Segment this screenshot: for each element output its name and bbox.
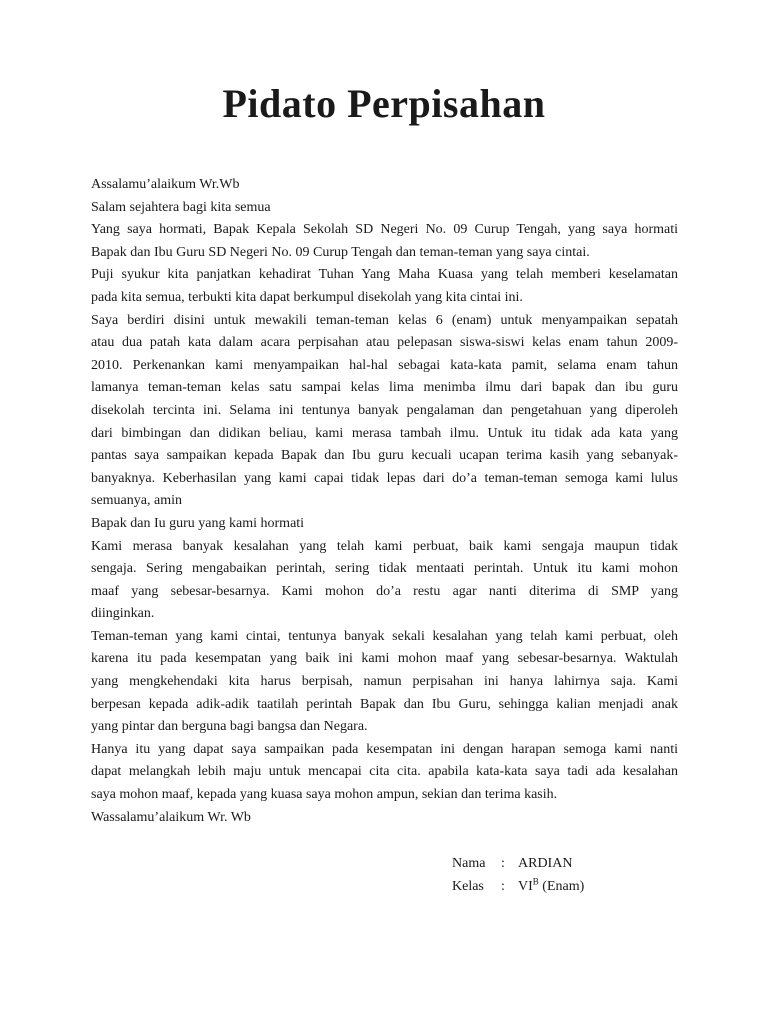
class-value-main: VI [518, 879, 533, 894]
class-row [452, 875, 584, 898]
body-line: atau dua patah kata dalam acara perpisahan atau pelepasan siswa-siswi kelas enam tahun 2009- [91, 335, 678, 351]
body-line: Hanya itu yang dapat saya sampaikan pada kesempatan ini dengan harapan semoga kami nanti [91, 741, 678, 757]
body-line: pantas saya sampaikan kepada Bapak dan Ibu guru kecuali ucapan terima kasih yang sebanyak- [91, 448, 678, 464]
body-line: disekolah tercinta ini. Selama ini tentunya banyak pengalaman dan pengetahuan yang diperoleh [91, 402, 678, 418]
name-value: ARDIAN [518, 856, 573, 871]
body-line: Kami merasa banyak kesalahan yang telah kami perbuat, baik kami sengaja maupun tidak [91, 538, 678, 554]
body-line: karena itu pada kesempatan yang baik ini kami mohon maaf yang sebesar-besarnya. Waktulah [91, 651, 678, 667]
body-line: yang mengkehendaki kita harus berpisah, namun perpisahan ini hanya lahirnya saja. Kami [91, 674, 678, 690]
body-line: maaf yang sebesar-besarnya. Kami mohon do’a restu agar nanti diterima di SMP yang [91, 583, 678, 599]
body-line: 2010. Perkenankan kami menyampaikan hal-hal sebagai kata-kata pamit, selama enam tahun [91, 357, 678, 373]
body-line: dapat melangkah lebih maju untuk mencapai cita cita. apabila kata-kata saya tadi ada kesalahan [91, 764, 678, 780]
class-value [510, 875, 584, 898]
class-label: Kelas [452, 879, 484, 894]
body-line: Yang saya hormati, Bapak Kepala Sekolah SD Negeri No. 09 Curup Tengah, yang saya hormati [91, 222, 678, 238]
body-line: semuanya, amin [91, 493, 182, 509]
body-line: Salam sejahtera bagi kita semua [91, 199, 271, 215]
signature-block [452, 852, 584, 898]
body-line: Bapak dan Ibu Guru SD Negeri No. 09 Curup Tengah dan teman-teman yang saya cintai. [91, 244, 590, 260]
name-label: Nama [452, 856, 486, 871]
class-colon: : [501, 879, 505, 894]
body-line: Bapak dan Iu guru yang kami hormati [91, 515, 305, 531]
body-line: Saya berdiri disini untuk mewakili teman-teman kelas 6 (enam) untuk menyampaikan sepatah [91, 312, 678, 328]
document-title: Pidato Perpisahan [222, 81, 546, 126]
body-line: banyaknya. Keberhasilan yang kami capai tidak lepas dari do’a teman-teman semoga kami lulus [91, 470, 678, 486]
name-colon: : [501, 856, 505, 871]
body-line: Assalamu’alaikum Wr.Wb [91, 177, 240, 192]
body-line: sengaja. Sering mengabaikan perintah, sering tidak mentaati perintah. Untuk itu kami mohon [91, 561, 678, 577]
name-row [452, 852, 584, 875]
body-line: Puji syukur kita panjatkan kehadirat Tuhan Yang Maha Kuasa yang telah memberi keselamatan [91, 267, 678, 283]
class-value-sup: B [532, 876, 539, 887]
body-line: lamanya teman-teman kelas satu sampai kelas lima menimba ilmu dari bapak dan ibu guru [91, 380, 678, 396]
body-line: yang pintar dan berguna bagi bangsa dan Negara. [91, 719, 368, 735]
class-value-rest: (Enam) [538, 879, 585, 894]
body-line: berpesan kepada adik-adik taatilah perintah Bapak dan Ibu Guru, sehingga kalian menjadi anak [91, 696, 678, 712]
body-line: Teman-teman yang kami cintai, tentunya banyak sekali kesalahan yang telah kami perbuat, oleh [91, 628, 678, 644]
speech-body [91, 174, 678, 829]
body-line: Wassalamu’alaikum Wr. Wb [91, 809, 251, 825]
body-line: dari bimbingan dan didikan beliau, kami merasa tambah ilmu. Untuk itu tidak ada kata yang [91, 425, 678, 441]
body-line: saya mohon maaf, kepada yang kuasa saya mohon ampun, sekian dan terima kasih. [91, 787, 558, 803]
body-line: diinginkan. [91, 606, 155, 622]
body-line: pada kita semua, terbukti kita dapat berkumpul disekolah yang kita cintai ini. [91, 289, 523, 305]
